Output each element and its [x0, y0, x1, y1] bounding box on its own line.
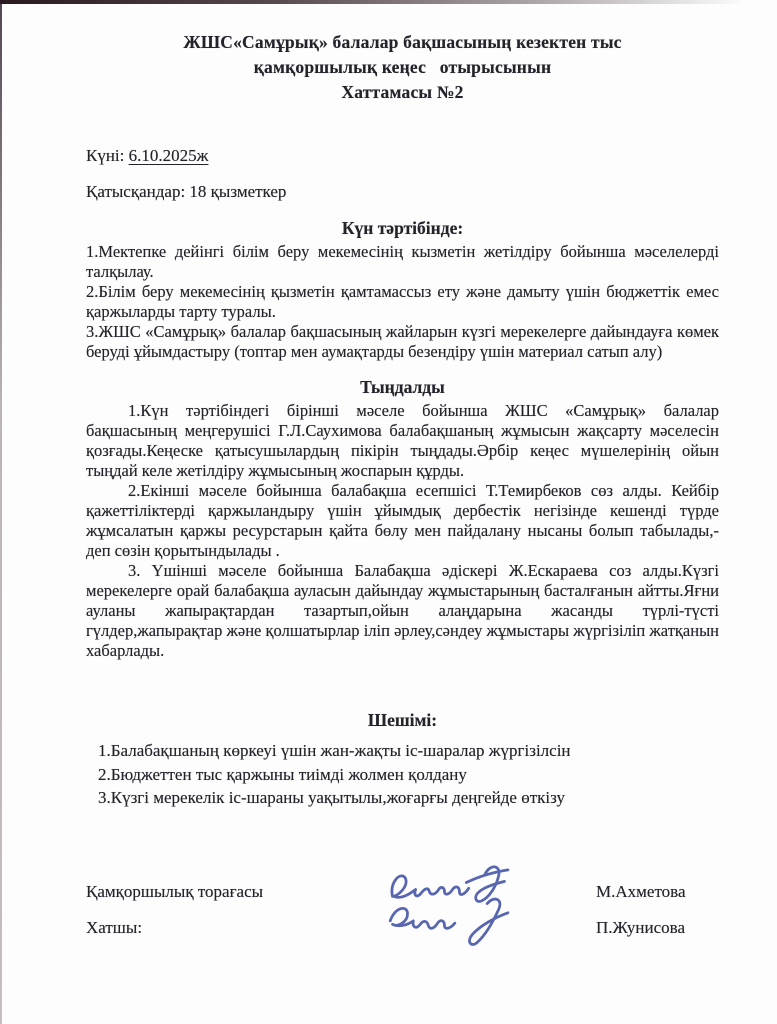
decision-item-1: 1.Балабақшаның көркеуі үшін жан-жақты іс-шаралар жүргізілсін — [98, 741, 571, 760]
signature-name-secretary: П.Жунисова — [596, 917, 686, 937]
title-line-1: ЖШС«Самұрық» балалар бақшасының кезектен тыс — [183, 32, 622, 52]
decision-list — [86, 739, 719, 810]
signature-name-chairman: М.Ахметова — [596, 881, 686, 901]
agenda-item-1: 1.Мектепке дейінгі білім беру мекемесінің кызметін жетілдіру бойынша мәселелерді талқылау. — [86, 242, 719, 281]
participants-line: Қатысқандар: 18 қызметкер — [86, 182, 287, 201]
agenda-heading: Күн тәртібінде: — [341, 218, 464, 238]
title-line-3: Хаттамасы №2 — [341, 82, 464, 102]
title-line-2: қамқоршылық кеңес отырысынын — [253, 57, 552, 77]
decision-section — [86, 709, 719, 810]
heard-paragraph-3: 3. Үшінші мәселе бойынша Балабақша әдіскері Ж.Ескараева соз алды.Күзгі мерекелерге орай балабақша ауласын дайындау жұмыстарының басталғанын айтты.Яғни ауланы жапырақтардан тазартып,ойын алаңдарына жасанды түрлі-түсті гүлдер,жапырақтар және қолшатырлар іліп әрлеу,сәндеу жұмыстары жүргізіліп жатқанын хабарлады. — [86, 561, 719, 660]
decision-item-2: 2.Бюджеттен тыс қаржыны тиімді жолмен қолдану — [98, 764, 467, 784]
document-title — [86, 30, 719, 105]
decision-heading: Шешімі: — [367, 710, 438, 730]
heard-paragraph-2: 2.Екінші мәселе бойынша балабақша есепшісі Т.Темирбеков сөз алды. Кейбір қажеттіліктерді қаржыландыру үшін ұйымдық дербестік негізінде кешенді түрде жұмсалатын қаржы ресурстарын қайта бөлу мен пайдалану нысаны болып табылады,-деп сөзін қорытындылады . — [86, 481, 719, 560]
date-label: Күні: — [86, 146, 129, 165]
decision-item-3: 3.Күзгі мерекелік іс-шараны уақытылы,жоғарғы деңгейде өткізу — [98, 788, 565, 807]
heard-heading: Тыңдалды — [360, 377, 445, 397]
signature-label-secretary: Хатшы: — [86, 917, 143, 937]
signature-row-secretary — [86, 916, 719, 940]
agenda-item-2: 2.Білім беру мекемесінің қызметін қамтамассыз ету және дамыту үшін бюджеттік емес қаржыларды тарту туралы. — [86, 282, 719, 321]
agenda-item-3: 3.ЖШС «Самұрық» балалар бақшасының жайларын күзгі мерекелерге дайындауға көмек беруді ұйымдастыру (топтар мен аумақтарды безендіру үшін материал сатып алу) — [86, 322, 719, 361]
date-value: 6.10.2025ж — [128, 146, 209, 165]
agenda-section — [86, 217, 719, 362]
heard-paragraph-1: 1.Күн тәртібіндегі бірінші мәселе бойынша ЖШС «Самұрық» балалар бақшасының меңгерушісі Г.Л.Саухимова балабақшаның жұмысын жақсарту мәселесін қозғады.Кеңеске қатысушылардың пікірін тыңдады.Әрбір кеңес мүшелерінің ойын тыңдай келе жетілдіру жұмысының жоспарын құрды. — [86, 401, 719, 480]
date-line — [86, 145, 719, 166]
signatures-section — [86, 880, 719, 940]
heard-section — [86, 376, 719, 661]
secretary-signature-ink — [381, 905, 541, 951]
signature-label-chairman: Қамқоршылық торағасы — [86, 881, 264, 901]
